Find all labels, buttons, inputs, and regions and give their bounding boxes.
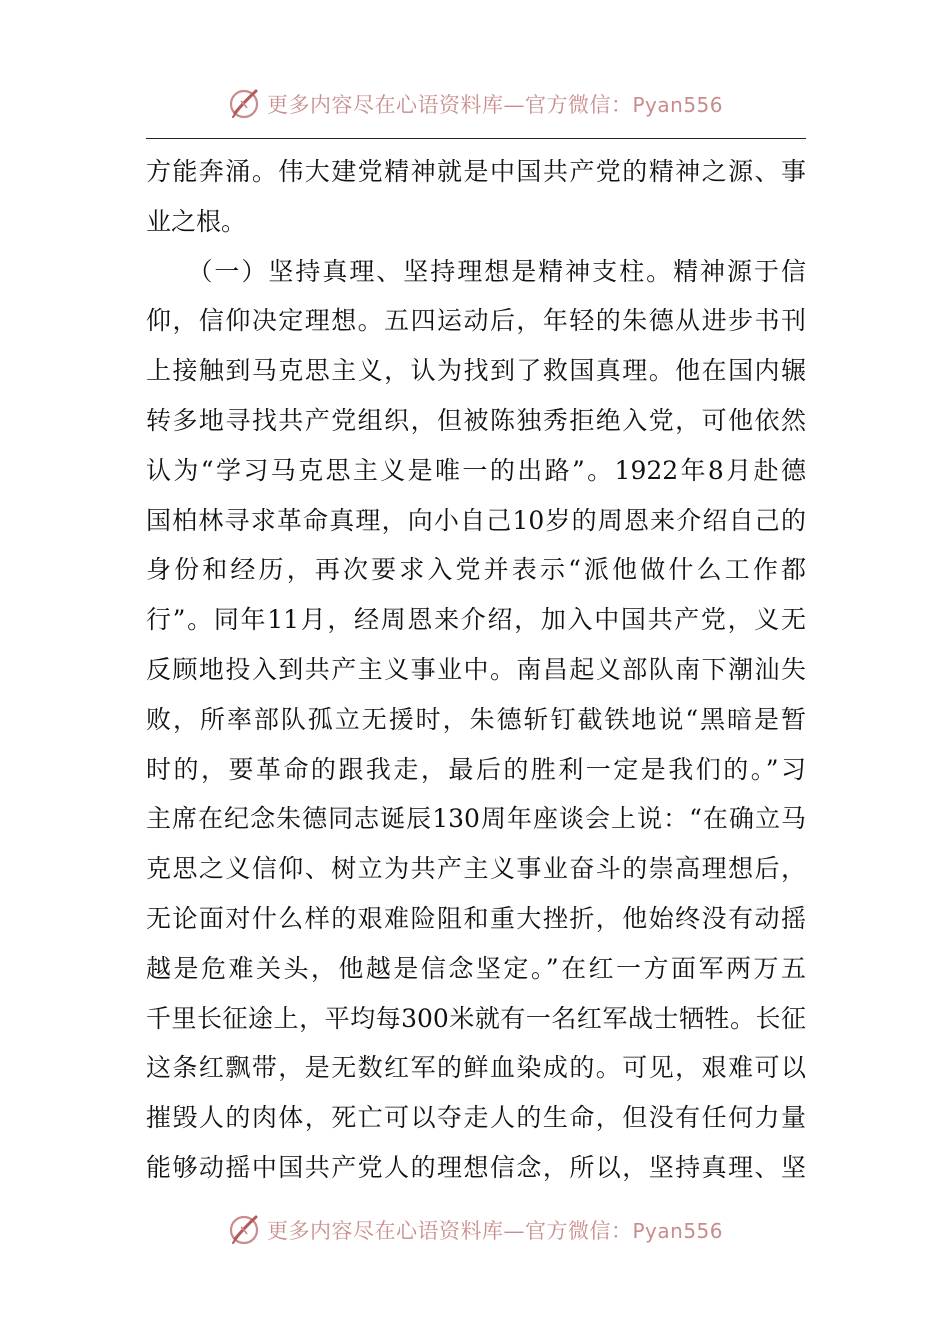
- text-line: 这条红飘带，是无数红军的鲜血染成的。可见，艰难可以: [146, 1053, 806, 1083]
- text-line: 方能奔涌。伟大建党精神就是中国共产党的精神之源、事: [146, 157, 806, 186]
- text-line: 仰，信仰决定理想。五四运动后，年轻的朱德从进步书刊: [146, 306, 806, 336]
- text-line: 转多地寻找共产党组织，但被陈独秀拒绝入党，可他依然: [146, 405, 806, 435]
- text-line: （一）坚持真理、坚持理想是精神支柱。精神源于信: [146, 256, 806, 286]
- text-line: 上接触到马克思主义，认为找到了救国真理。他在国内辗: [146, 356, 806, 386]
- text-line: 败，所率部队孤立无援时，朱德斩钉截铁地说“黑暗是暂: [146, 704, 806, 734]
- watermark-text: 更多内容尽在心语资料库—官方微信：Pyan556: [266, 1219, 723, 1243]
- text-line: 业之根。: [146, 206, 247, 236]
- text-line: 时的，要革命的跟我走，最后的胜利一定是我们的。”习: [146, 754, 806, 784]
- text-line: 身份和经历，再次要求入党并表示“派他做什么工作都: [146, 555, 806, 585]
- text-line: 主席在纪念朱德同志诞辰130周年座谈会上说：“在确立马: [146, 804, 806, 834]
- brush-logo-icon: [227, 1213, 261, 1247]
- text-line: 越是危难关头，他越是信念坚定。”在红一方面军两万五: [146, 953, 806, 983]
- text-line: 国柏林寻求革命真理，向小自己10岁的周恩来介绍自己的: [146, 505, 806, 535]
- text-line: 摧毁人的肉体，死亡可以夺走人的生命，但没有任何力量: [146, 1103, 806, 1133]
- text-line: 行”。同年11月，经周恩来介绍，加入中国共产党，义无: [146, 605, 806, 635]
- text-line: 能够动摇中国共产党人的理想信念，所以，坚持真理、坚: [146, 1152, 806, 1182]
- text-line: 认为“学习马克思主义是唯一的出路”。1922年8月赴德: [146, 455, 806, 485]
- brush-logo-icon: [227, 87, 261, 121]
- text-line: 无论面对什么样的艰难险阻和重大挫折，他始终没有动摇: [146, 903, 806, 933]
- text-line: 千里长征途上，平均每300米就有一名红军战士牺牲。长征: [146, 1003, 806, 1033]
- text-line: 反顾地投入到共产主义事业中。南昌起义部队南下潮汕失: [146, 654, 806, 684]
- text-line: 克思之义信仰、树立为共产主义事业奋斗的崇高理想后，: [146, 854, 806, 884]
- footer-watermark: [0, 1210, 950, 1250]
- watermark-text: 更多内容尽在心语资料库—官方微信：Pyan556: [266, 93, 723, 117]
- header-watermark: [0, 84, 950, 124]
- document-body: [146, 147, 806, 1193]
- header-rule: [146, 138, 806, 139]
